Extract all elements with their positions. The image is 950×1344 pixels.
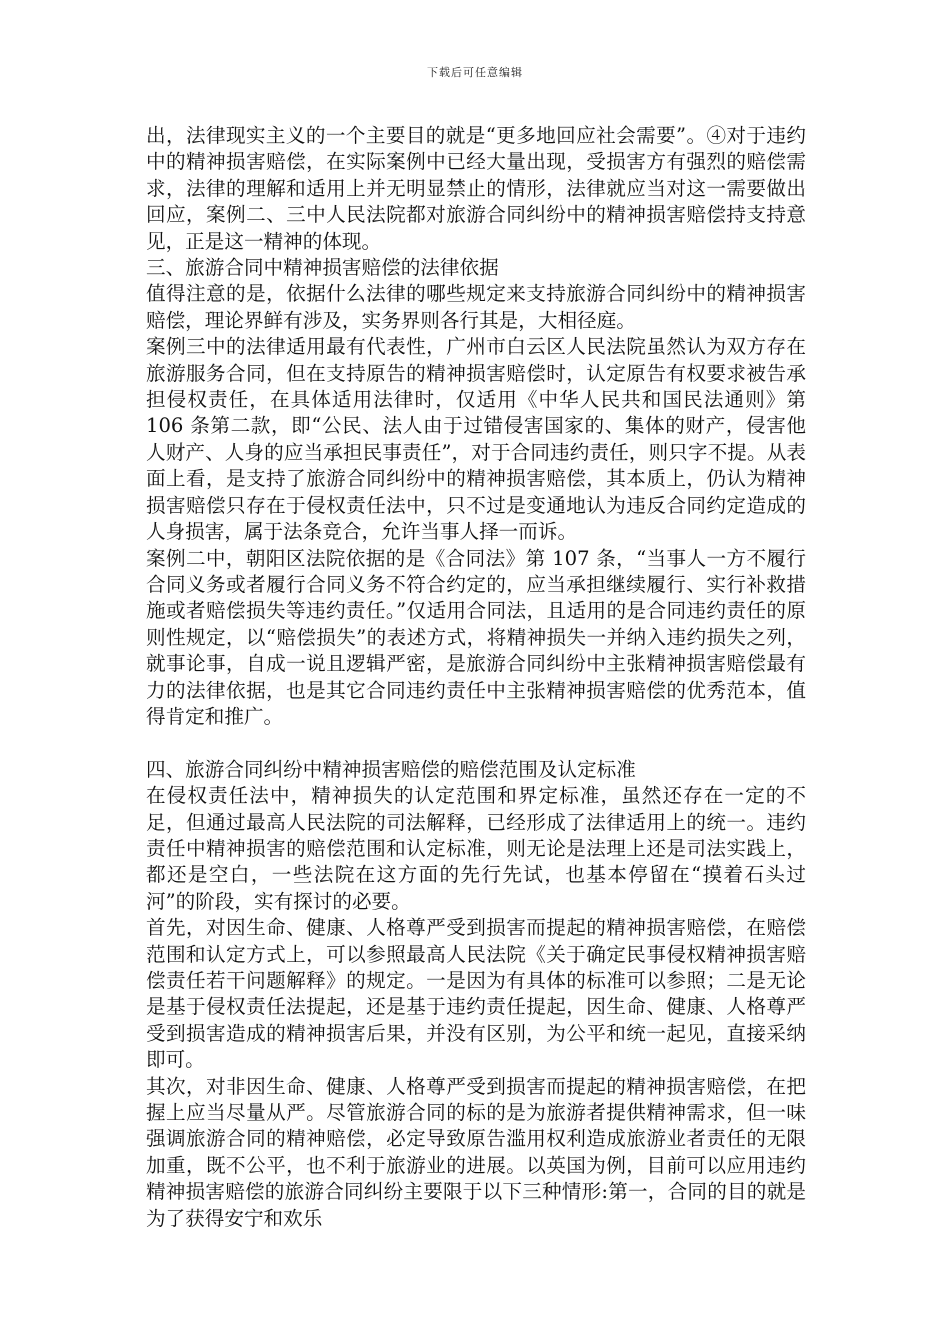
page-header: 下载后可任意编辑 xyxy=(427,66,523,79)
paragraph: 值得注意的是，依据什么法律的哪些规定来支持旅游合同纠纷中的精神损害赔偿，理论界鲜有涉及，实务界则各行其是，大相径庭。 xyxy=(146,282,806,332)
document-body xyxy=(146,123,806,1232)
paragraph: 首先，对因生命、健康、人格尊严受到损害而提起的精神损害赔偿，在赔偿范围和认定方式上，可以参照最高人民法院《关于确定民事侵权精神损害赔偿责任若干问题解释》的规定。一是因为有具体的标准可以参照；二是无论是基于侵权责任法提起，还是基于违约责任提起，因生命、健康、人格尊严受到损害造成的精神损害后果，并没有区别，为公平和统一起见，直接采纳即可。 xyxy=(146,916,806,1072)
paragraph: 案例三中的法律适用最有代表性，广州市白云区人民法院虽然认为双方存在旅游服务合同，但在支持原告的精神损害赔偿时，认定原告有权要求被告承担侵权责任，在具体适用法律时，仅适用《中华人民共和国民法通则》第 106 条第二款，即“公民、法人由于过错侵害国家的、集体的财产，侵害他人财产、人身的应当承担民事责任”，对于合同违约责任，则只字不提。从表面上看，是支持了旅游合同纠纷中的精神损害赔偿，其本质上，仍认为精神损害赔偿只存在于侵权责任法中，只不过是变通地认为违反合同约定造成的人身损害，属于法条竞合，允许当事人择一而诉。 xyxy=(146,335,806,544)
paragraph: 在侵权责任法中，精神损失的认定范围和界定标准，虽然还存在一定的不足，但通过最高人民法院的司法解释，已经形成了法律适用上的统一。违约责任中精神损害的赔偿范围和认定标准，则无论是法理上还是司法实践上，都还是空白，一些法院在这方面的先行先试，也基本停留在“摸着石头过河”的阶段，实有探讨的必要。 xyxy=(146,784,806,913)
paragraph: 案例二中，朝阳区法院依据的是《合同法》第 107 条，“当事人一方不履行合同义务或者履行合同义务不符合约定的，应当承担继续履行、实行补救措施或者赔偿损失等违约责任。”仅适用合同法，且适用的是合同违约责任的原则性规定，以“赔偿损失”的表述方式，将精神损失一并纳入违约损失之列，就事论事，自成一说且逻辑严密，是旅游合同纠纷中主张精神损害赔偿最有力的法律依据，也是其它合同违约责任中主张精神损害赔偿的优秀范本，值得肯定和推广。 xyxy=(146,546,806,728)
paragraph: 出，法律现实主义的一个主要目的就是“更多地回应社会需要”。④对于违约中的精神损害赔偿，在实际案例中已经大量出现，受损害方有强烈的赔偿需求，法律的理解和适用上并无明显禁止的情形，法律就应当对这一需要做出回应，案例二、三中人民法院都对旅游合同纠纷中的精神损害赔偿持支持意见，正是这一精神的体现。 xyxy=(146,124,806,253)
paragraph: 其次，对非因生命、健康、人格尊严受到损害而提起的精神损害赔偿，在把握上应当尽量从严。尽管旅游合同的标的是为旅游者提供精神需求，但一味强调旅游合同的精神赔偿，必定导致原告滥用权利造成旅游业者责任的无限加重，既不公平，也不利于旅游业的进展。以英国为例，目前可以应用违约精神损害赔偿的旅游合同纠纷主要限于以下三种情形:第一，合同的目的就是为了获得安宁和欢乐 xyxy=(146,1074,806,1230)
section-heading: 四、旅游合同纠纷中精神损害赔偿的赔偿范围及认定标准 xyxy=(146,757,636,781)
section-heading: 三、旅游合同中精神损害赔偿的法律依据 xyxy=(146,256,499,280)
blank-line xyxy=(146,730,806,756)
